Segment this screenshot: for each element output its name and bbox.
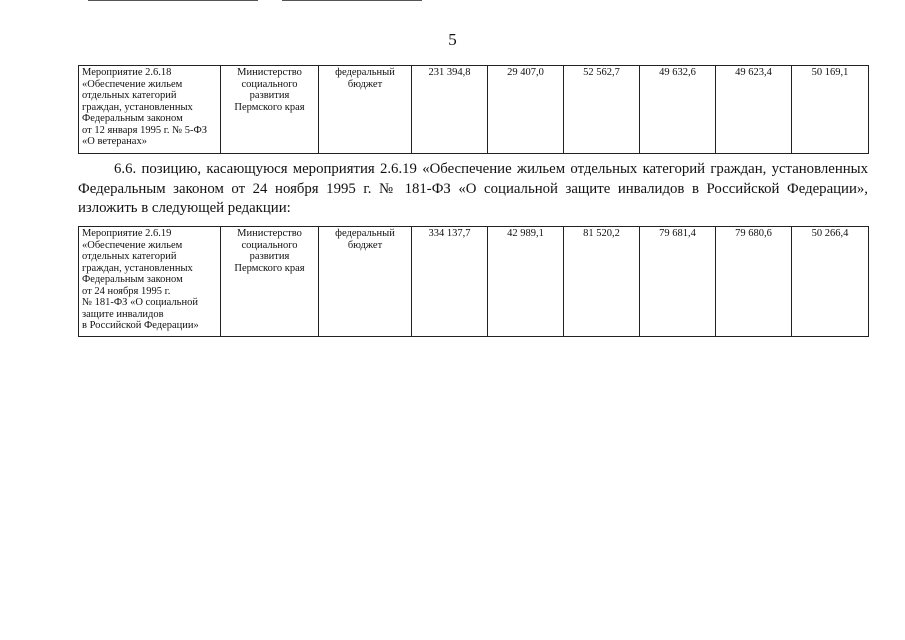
text-line: «Обеспечение жильем [82,78,183,90]
text-line: от 24 ноября 1995 г. [82,285,171,297]
scan-edge-line-right [282,0,422,1]
value-cell: 81 520,2 [564,227,640,337]
text-line: в Российской Федерации» [82,320,199,331]
measure-name-cell [79,227,221,337]
text-line: Пермского края [234,101,305,113]
text-line: социального [241,239,298,251]
value-cell: 79 680,6 [716,227,792,337]
value-cell: 50 169,1 [792,66,869,154]
measure-name-cell [79,66,221,154]
text-line: отдельных категорий [82,251,177,262]
text-line: Федеральным законом [82,113,183,124]
text-line: отдельных категорий [82,90,177,101]
text-line: социального [241,78,298,90]
value-cell: 42 989,1 [488,227,564,337]
text-line: развития [249,90,290,101]
text-line: граждан, установленных [82,101,193,113]
executor-cell [221,227,319,337]
value-cell: 79 681,4 [640,227,716,337]
text-line: федеральный [335,67,395,78]
value-cell: 50 266,4 [792,227,869,337]
text-line: Министерство [237,67,302,78]
table-row [79,227,869,337]
text-line: Министерство [237,228,302,239]
scan-edge-line-left [88,0,258,1]
amendment-paragraph: 6.6. позицию, касающуюся мероприятия 2.6.19 «Обеспечение жильем отдельных категорий граждан, установленных Федеральным законом от 24 ноября 1995 г. № 181-ФЗ «О социальной защите инвалидов в Российской Федерации», изложить в следующей редакции: [78,161,868,216]
text-line: бюджет [347,78,383,90]
value-cell-total: 334 137,7 [412,227,488,337]
text-line: № 181-ФЗ «О социальной [82,297,198,308]
text-line: «Обеспечение жильем [82,239,183,251]
text-line: развития [249,251,290,262]
page-number: 5 [448,30,457,49]
text-line: граждан, установленных [82,262,193,274]
text-line: «О ветеранах» [82,136,147,147]
executor-cell [221,66,319,154]
measure-2-6-19-table [78,226,869,337]
text-line: Пермского края [234,262,305,274]
funding-source-cell [319,227,412,337]
text-line: Мероприятие 2.6.19 [82,228,172,239]
value-cell: 29 407,0 [488,66,564,154]
value-cell-total: 231 394,8 [412,66,488,154]
table-row [79,66,869,154]
text-line: федеральный [335,228,395,239]
text-line: Мероприятие 2.6.18 [82,67,172,78]
value-cell: 52 562,7 [564,66,640,154]
text-line: от 12 января 1995 г. № 5-ФЗ [82,124,208,136]
funding-source-cell [319,66,412,154]
text-line: бюджет [347,239,383,251]
measure-2-6-18-table [78,65,869,154]
text-line: защите инвалидов [82,308,164,320]
value-cell: 49 623,4 [716,66,792,154]
value-cell: 49 632,6 [640,66,716,154]
text-line: Федеральным законом [82,274,183,285]
